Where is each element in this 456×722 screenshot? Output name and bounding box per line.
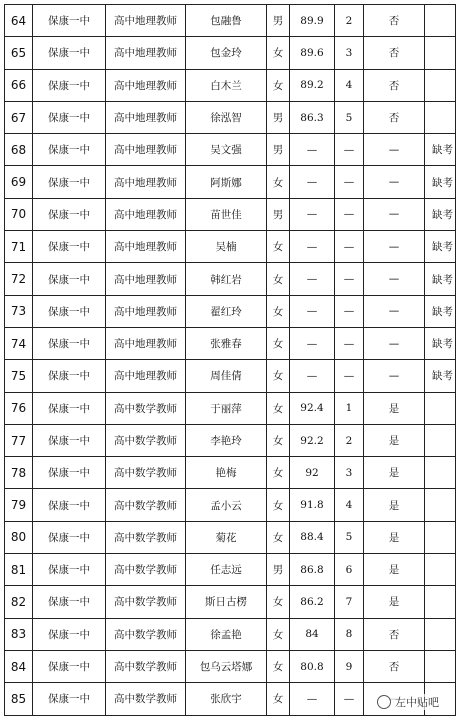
row-number: 68 bbox=[5, 134, 33, 166]
enter-cell: — bbox=[364, 231, 425, 263]
score-cell: 89.9 bbox=[290, 5, 335, 37]
note-cell bbox=[425, 424, 456, 456]
position-cell: 高中数学教师 bbox=[106, 586, 186, 618]
school-cell: 保康一中 bbox=[33, 231, 106, 263]
row-number: 77 bbox=[5, 424, 33, 456]
sex-cell: 女 bbox=[267, 424, 290, 456]
sex-cell: 女 bbox=[267, 618, 290, 650]
note-cell: 缺考 bbox=[425, 295, 456, 327]
sex-cell: 男 bbox=[267, 134, 290, 166]
enter-cell: 否 bbox=[364, 69, 425, 101]
rank-cell: — bbox=[335, 134, 364, 166]
table-row bbox=[5, 198, 456, 230]
table-row bbox=[5, 392, 456, 424]
sex-cell: 男 bbox=[267, 101, 290, 133]
row-number: 79 bbox=[5, 489, 33, 521]
name-cell: 斯日古楞 bbox=[186, 586, 267, 618]
enter-cell: 是 bbox=[364, 424, 425, 456]
score-cell: — bbox=[290, 198, 335, 230]
table-row bbox=[5, 360, 456, 392]
position-cell: 高中地理教师 bbox=[106, 295, 186, 327]
score-cell: 89.6 bbox=[290, 37, 335, 69]
row-number: 84 bbox=[5, 650, 33, 682]
sex-cell: 女 bbox=[267, 37, 290, 69]
enter-cell: — bbox=[364, 327, 425, 359]
sex-cell: 女 bbox=[267, 489, 290, 521]
sex-cell: 女 bbox=[267, 650, 290, 682]
rank-cell: 2 bbox=[335, 5, 364, 37]
score-cell: 91.8 bbox=[290, 489, 335, 521]
position-cell: 高中数学教师 bbox=[106, 392, 186, 424]
row-number: 69 bbox=[5, 166, 33, 198]
row-number: 70 bbox=[5, 198, 33, 230]
score-cell: 80.8 bbox=[290, 650, 335, 682]
position-cell: 高中地理教师 bbox=[106, 198, 186, 230]
table-row bbox=[5, 295, 456, 327]
school-cell: 保康一中 bbox=[33, 521, 106, 553]
rank-cell: — bbox=[335, 263, 364, 295]
enter-cell: — bbox=[364, 263, 425, 295]
school-cell: 保康一中 bbox=[33, 5, 106, 37]
row-number: 76 bbox=[5, 392, 33, 424]
score-cell: 88.4 bbox=[290, 521, 335, 553]
rank-cell: — bbox=[335, 231, 364, 263]
row-number: 83 bbox=[5, 618, 33, 650]
name-cell: 包金玲 bbox=[186, 37, 267, 69]
score-cell: — bbox=[290, 263, 335, 295]
table-row bbox=[5, 424, 456, 456]
note-cell bbox=[425, 5, 456, 37]
note-cell bbox=[425, 101, 456, 133]
enter-cell: 否 bbox=[364, 618, 425, 650]
score-cell: 92.4 bbox=[290, 392, 335, 424]
watermark-text: 左中贴吧 bbox=[395, 696, 439, 709]
name-cell: 白木兰 bbox=[186, 69, 267, 101]
note-cell bbox=[425, 392, 456, 424]
rank-cell: — bbox=[335, 198, 364, 230]
sex-cell: 女 bbox=[267, 295, 290, 327]
note-cell: 缺考 bbox=[425, 166, 456, 198]
table-row bbox=[5, 554, 456, 586]
name-cell: 周佳倩 bbox=[186, 360, 267, 392]
row-number: 66 bbox=[5, 69, 33, 101]
position-cell: 高中地理教师 bbox=[106, 327, 186, 359]
rank-cell: 3 bbox=[335, 457, 364, 489]
sex-cell: 女 bbox=[267, 457, 290, 489]
position-cell: 高中地理教师 bbox=[106, 69, 186, 101]
note-cell bbox=[425, 69, 456, 101]
school-cell: 保康一中 bbox=[33, 69, 106, 101]
school-cell: 保康一中 bbox=[33, 424, 106, 456]
school-cell: 保康一中 bbox=[33, 586, 106, 618]
table-row bbox=[5, 231, 456, 263]
sex-cell: 女 bbox=[267, 521, 290, 553]
row-number: 75 bbox=[5, 360, 33, 392]
enter-cell: 是 bbox=[364, 489, 425, 521]
enter-cell: 否 bbox=[364, 101, 425, 133]
note-cell: 缺考 bbox=[425, 263, 456, 295]
name-cell: 艳梅 bbox=[186, 457, 267, 489]
score-cell: — bbox=[290, 360, 335, 392]
note-cell bbox=[425, 618, 456, 650]
rank-cell: — bbox=[335, 295, 364, 327]
score-cell: 92.2 bbox=[290, 424, 335, 456]
name-cell: 徐泓智 bbox=[186, 101, 267, 133]
name-cell: 张雅春 bbox=[186, 327, 267, 359]
note-cell: 缺考 bbox=[425, 134, 456, 166]
position-cell: 高中数学教师 bbox=[106, 618, 186, 650]
enter-cell: — bbox=[364, 166, 425, 198]
sex-cell: 女 bbox=[267, 231, 290, 263]
note-cell bbox=[425, 521, 456, 553]
watermark bbox=[377, 694, 439, 710]
name-cell: 包融鲁 bbox=[186, 5, 267, 37]
sex-cell: 女 bbox=[267, 327, 290, 359]
note-cell bbox=[425, 489, 456, 521]
sex-cell: 男 bbox=[267, 554, 290, 586]
row-number: 72 bbox=[5, 263, 33, 295]
school-cell: 保康一中 bbox=[33, 618, 106, 650]
note-cell bbox=[425, 37, 456, 69]
school-cell: 保康一中 bbox=[33, 198, 106, 230]
row-number: 64 bbox=[5, 5, 33, 37]
rank-cell: 4 bbox=[335, 69, 364, 101]
name-cell: 包乌云塔娜 bbox=[186, 650, 267, 682]
table-row bbox=[5, 586, 456, 618]
enter-cell: — bbox=[364, 295, 425, 327]
position-cell: 高中地理教师 bbox=[106, 231, 186, 263]
table-row bbox=[5, 5, 456, 37]
score-cell: 86.8 bbox=[290, 554, 335, 586]
name-cell: 翟红玲 bbox=[186, 295, 267, 327]
position-cell: 高中数学教师 bbox=[106, 489, 186, 521]
school-cell: 保康一中 bbox=[33, 134, 106, 166]
rank-cell: — bbox=[335, 683, 364, 715]
note-cell: 缺考 bbox=[425, 360, 456, 392]
table-row bbox=[5, 37, 456, 69]
sex-cell: 女 bbox=[267, 360, 290, 392]
sex-cell: 男 bbox=[267, 5, 290, 37]
rank-cell: — bbox=[335, 360, 364, 392]
table-row bbox=[5, 489, 456, 521]
position-cell: 高中地理教师 bbox=[106, 166, 186, 198]
row-number: 85 bbox=[5, 683, 33, 715]
row-number: 80 bbox=[5, 521, 33, 553]
results-table bbox=[4, 4, 456, 716]
rank-cell: 4 bbox=[335, 489, 364, 521]
chat-bubble-icon bbox=[377, 695, 391, 709]
row-number: 67 bbox=[5, 101, 33, 133]
position-cell: 高中数学教师 bbox=[106, 683, 186, 715]
table-row bbox=[5, 327, 456, 359]
row-number: 74 bbox=[5, 327, 33, 359]
table-row bbox=[5, 166, 456, 198]
note-cell bbox=[425, 457, 456, 489]
name-cell: 李艳玲 bbox=[186, 424, 267, 456]
enter-cell: 否 bbox=[364, 37, 425, 69]
note-cell bbox=[425, 586, 456, 618]
school-cell: 保康一中 bbox=[33, 327, 106, 359]
name-cell: 孟小云 bbox=[186, 489, 267, 521]
score-cell: 89.2 bbox=[290, 69, 335, 101]
rank-cell: 6 bbox=[335, 554, 364, 586]
rank-cell: — bbox=[335, 327, 364, 359]
enter-cell: — bbox=[364, 198, 425, 230]
note-cell: 缺考 bbox=[425, 231, 456, 263]
sex-cell: 女 bbox=[267, 166, 290, 198]
school-cell: 保康一中 bbox=[33, 295, 106, 327]
score-cell: 86.2 bbox=[290, 586, 335, 618]
rank-cell: 1 bbox=[335, 392, 364, 424]
rank-cell: — bbox=[335, 166, 364, 198]
school-cell: 保康一中 bbox=[33, 489, 106, 521]
position-cell: 高中数学教师 bbox=[106, 424, 186, 456]
position-cell: 高中地理教师 bbox=[106, 360, 186, 392]
table-row bbox=[5, 618, 456, 650]
school-cell: 保康一中 bbox=[33, 101, 106, 133]
position-cell: 高中地理教师 bbox=[106, 5, 186, 37]
note-cell bbox=[425, 650, 456, 682]
sex-cell: 男 bbox=[267, 198, 290, 230]
rank-cell: 5 bbox=[335, 101, 364, 133]
rank-cell: 3 bbox=[335, 37, 364, 69]
note-cell: 缺考 bbox=[425, 327, 456, 359]
rank-cell: 9 bbox=[335, 650, 364, 682]
school-cell: 保康一中 bbox=[33, 263, 106, 295]
note-cell: 缺考 bbox=[425, 198, 456, 230]
name-cell: 苗世佳 bbox=[186, 198, 267, 230]
enter-cell: 否 bbox=[364, 650, 425, 682]
rank-cell: 8 bbox=[335, 618, 364, 650]
enter-cell: 是 bbox=[364, 586, 425, 618]
rank-cell: 7 bbox=[335, 586, 364, 618]
name-cell: 韩红岩 bbox=[186, 263, 267, 295]
school-cell: 保康一中 bbox=[33, 650, 106, 682]
enter-cell: 否 bbox=[364, 5, 425, 37]
school-cell: 保康一中 bbox=[33, 554, 106, 586]
name-cell: 吴文强 bbox=[186, 134, 267, 166]
position-cell: 高中地理教师 bbox=[106, 37, 186, 69]
score-cell: — bbox=[290, 327, 335, 359]
score-cell: — bbox=[290, 295, 335, 327]
enter-cell: 是 bbox=[364, 392, 425, 424]
school-cell: 保康一中 bbox=[33, 683, 106, 715]
name-cell: 任志远 bbox=[186, 554, 267, 586]
table-row bbox=[5, 69, 456, 101]
enter-cell: — bbox=[364, 134, 425, 166]
position-cell: 高中数学教师 bbox=[106, 457, 186, 489]
name-cell: 张欣宇 bbox=[186, 683, 267, 715]
table-row bbox=[5, 263, 456, 295]
results-table-body bbox=[5, 5, 456, 716]
position-cell: 高中地理教师 bbox=[106, 134, 186, 166]
position-cell: 高中数学教师 bbox=[106, 650, 186, 682]
sex-cell: 女 bbox=[267, 683, 290, 715]
score-cell: — bbox=[290, 134, 335, 166]
enter-cell: 是 bbox=[364, 457, 425, 489]
sex-cell: 女 bbox=[267, 69, 290, 101]
school-cell: 保康一中 bbox=[33, 457, 106, 489]
table-row bbox=[5, 650, 456, 682]
school-cell: 保康一中 bbox=[33, 166, 106, 198]
score-cell: — bbox=[290, 683, 335, 715]
table-row bbox=[5, 521, 456, 553]
row-number: 82 bbox=[5, 586, 33, 618]
name-cell: 阿斯娜 bbox=[186, 166, 267, 198]
row-number: 71 bbox=[5, 231, 33, 263]
sex-cell: 女 bbox=[267, 586, 290, 618]
note-cell bbox=[425, 554, 456, 586]
row-number: 78 bbox=[5, 457, 33, 489]
rank-cell: 5 bbox=[335, 521, 364, 553]
score-cell: — bbox=[290, 166, 335, 198]
table-row bbox=[5, 457, 456, 489]
score-cell: 92 bbox=[290, 457, 335, 489]
school-cell: 保康一中 bbox=[33, 392, 106, 424]
score-cell: 84 bbox=[290, 618, 335, 650]
score-cell: — bbox=[290, 231, 335, 263]
position-cell: 高中地理教师 bbox=[106, 101, 186, 133]
score-cell: 86.3 bbox=[290, 101, 335, 133]
name-cell: 菊花 bbox=[186, 521, 267, 553]
row-number: 65 bbox=[5, 37, 33, 69]
name-cell: 徐孟艳 bbox=[186, 618, 267, 650]
school-cell: 保康一中 bbox=[33, 360, 106, 392]
position-cell: 高中数学教师 bbox=[106, 554, 186, 586]
school-cell: 保康一中 bbox=[33, 37, 106, 69]
table-row bbox=[5, 101, 456, 133]
table-row bbox=[5, 134, 456, 166]
rank-cell: 2 bbox=[335, 424, 364, 456]
sex-cell: 女 bbox=[267, 392, 290, 424]
position-cell: 高中地理教师 bbox=[106, 263, 186, 295]
enter-cell: 是 bbox=[364, 554, 425, 586]
row-number: 81 bbox=[5, 554, 33, 586]
sex-cell: 女 bbox=[267, 263, 290, 295]
enter-cell: 是 bbox=[364, 521, 425, 553]
position-cell: 高中数学教师 bbox=[106, 521, 186, 553]
enter-cell: — bbox=[364, 360, 425, 392]
name-cell: 吴楠 bbox=[186, 231, 267, 263]
row-number: 73 bbox=[5, 295, 33, 327]
name-cell: 于丽萍 bbox=[186, 392, 267, 424]
